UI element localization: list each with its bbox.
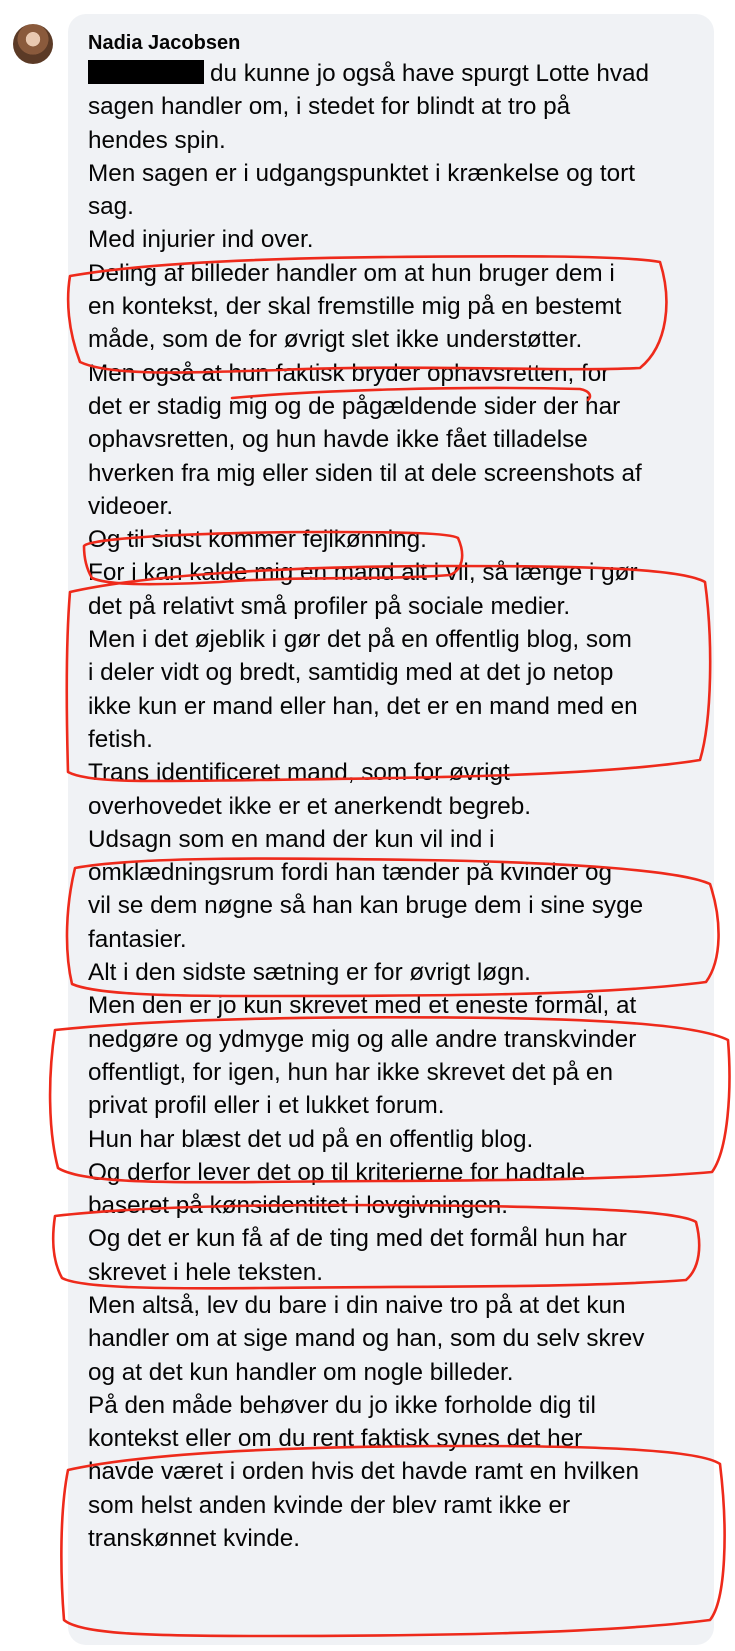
comment-line: skrevet i hele teksten.	[88, 1258, 323, 1286]
comment-line: handler om at sige mand og han, som du selv skrev	[88, 1325, 645, 1353]
comment-line: en kontekst, der skal fremstille mig på en bestemt	[88, 293, 622, 321]
comment-line: transkønnet kvinde.	[88, 1525, 301, 1553]
comment-line: omklædningsrum fordi han tænder på kvinder og	[88, 859, 613, 887]
comment-line: nedgøre og ydmyge mig og alle andre transkvinder	[88, 1025, 637, 1053]
comment-line: Men også at hun faktisk bryder ophavsretten, for	[88, 359, 610, 387]
comment-line: Og til sidst kommer fejlkønning.	[88, 526, 427, 554]
comment-line: fantasier.	[88, 925, 187, 953]
comment-line: Med injurier ind over.	[88, 226, 314, 254]
comment-line: som helst anden kvinde der blev ramt ikke er	[88, 1491, 571, 1519]
comment-line: offentligt, for igen, hun har ikke skrevet det på en	[88, 1058, 613, 1086]
redacted-name	[88, 60, 204, 84]
comment-line: Men altså, lev du bare i din naive tro på at det kun	[88, 1291, 626, 1319]
comment-line: Alt i den sidste sætning er for øvrigt løgn.	[88, 959, 531, 987]
comment-line: vil se dem nøgne så han kan bruge dem i sine syge	[88, 892, 644, 920]
comment-line: Deling af billeder handler om at hun bruger dem i	[88, 259, 615, 287]
comment-line: i deler vidt og bredt, samtidig med at det jo netop	[88, 659, 614, 687]
comment-line: sag.	[88, 193, 134, 221]
comment-line: det er stadig mig og de pågældende sider der har	[88, 392, 621, 420]
comment-author[interactable]: Nadia Jacobsen	[88, 32, 241, 54]
comment-body	[88, 57, 700, 1555]
comment-line: fetish.	[88, 725, 153, 753]
comment-line: overhovedet ikke er et anerkendt begreb.	[88, 792, 532, 820]
comment-line: Men sagen er i udgangspunktet i krænkelse og tort	[88, 159, 636, 187]
comment-line: Og det er kun få af de ting med det formål hun har	[88, 1225, 627, 1253]
comment-line: privat profil eller i et lukket forum.	[88, 1092, 445, 1120]
comment-line: ophavsretten, og hun havde ikke fået tilladelse	[88, 426, 588, 454]
comment-line: det på relativt små profiler på sociale medier.	[88, 592, 571, 620]
avatar[interactable]	[13, 24, 53, 64]
comment-line: måde, som de for øvrigt slet ikke understøtter.	[88, 326, 583, 354]
comment-line: havde været i orden hvis det havde ramt en hvilken	[88, 1458, 640, 1486]
comment-line: På den måde behøver du jo ikke forholde dig til	[88, 1391, 596, 1419]
comment-line: For i kan kalde mig en mand alt i vil, så længe i gør	[88, 559, 638, 587]
comment-line: sagen handler om, i stedet for blindt at tro på	[88, 93, 571, 121]
comment-line: hendes spin.	[88, 126, 226, 154]
comment-line: hverken fra mig eller siden til at dele screenshots af	[88, 459, 642, 487]
comment-line: og at det kun handler om nogle billeder.	[88, 1358, 514, 1386]
comment-line: Hun har blæst det ud på en offentlig blog.	[88, 1125, 534, 1153]
comment-line: kontekst eller om du rent faktisk synes det her	[88, 1425, 583, 1453]
comment-line: videoer.	[88, 492, 174, 520]
comment-line: Udsagn som en mand der kun vil ind i	[88, 825, 495, 853]
comment-line: baseret på kønsidentitet i lovgivningen.	[88, 1192, 509, 1220]
comment-line: Men den er jo kun skrevet med et eneste formål, at	[88, 992, 637, 1020]
comment-line: du kunne jo også have spurgt Lotte hvad	[88, 57, 700, 90]
comment-line: Men i det øjeblik i gør det på en offentlig blog, som	[88, 626, 632, 654]
comment-line: ikke kun er mand eller han, det er en mand med en	[88, 692, 638, 720]
comment-line: Trans identificeret mand, som for øvrigt	[88, 759, 510, 787]
comment-line: Og derfor lever det op til kriterierne for hadtale	[88, 1158, 585, 1186]
